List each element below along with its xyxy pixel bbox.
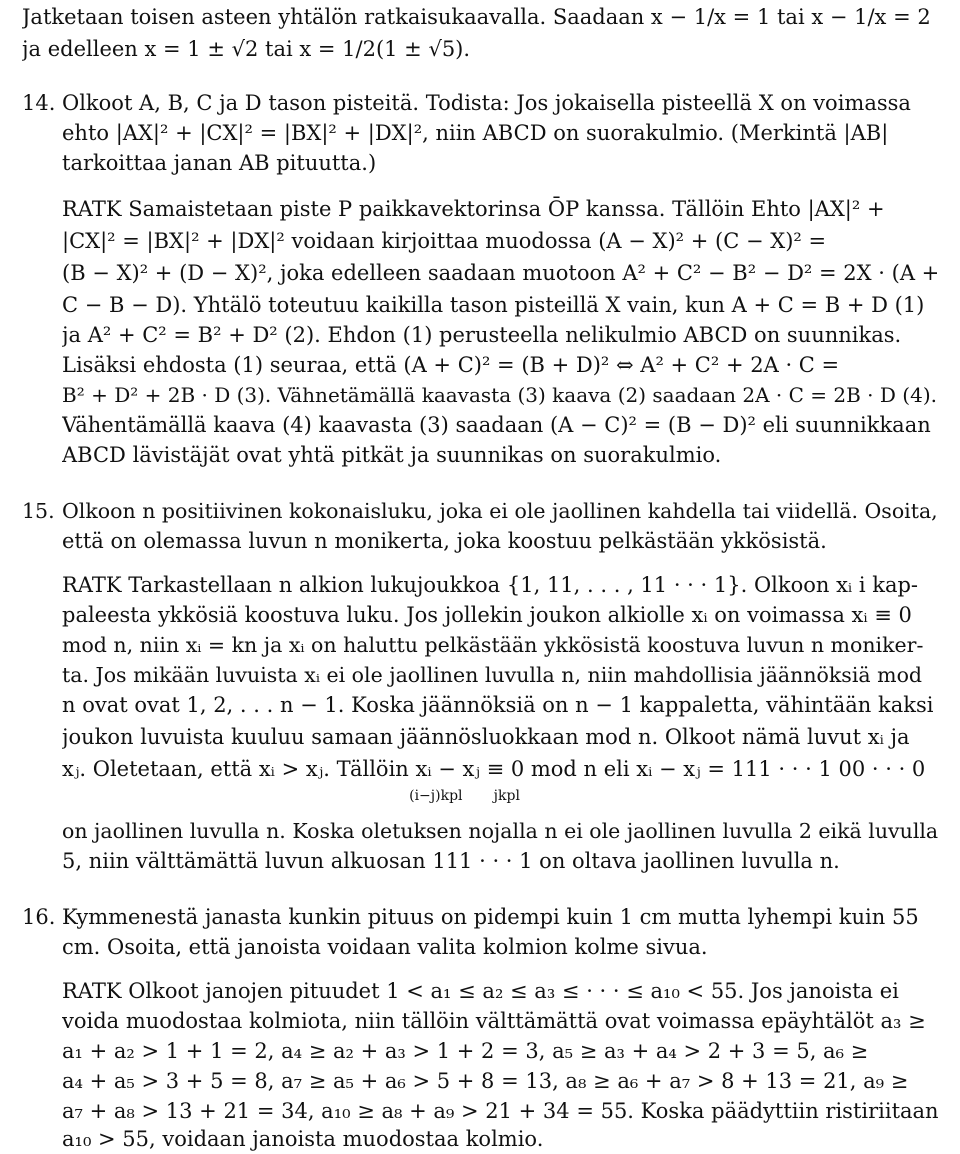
statement-text: Olkoot A, B, C ja D tason pisteitä. Todista: Jos jokaisella pisteellä X on voimassa (62, 91, 911, 115)
problem-15-solution-line: ta. Jos mikään luvuista xᵢ ei ole jaollinen luvulla n, niin mahdollisia jäännöksiä mod (62, 663, 923, 687)
problem-14-solution-line: ABCD lävistäjät ovat yhtä pitkät ja suunnikas on suorakulmio. (62, 443, 722, 467)
problem-16-solution-line: a₁ + a₂ > 1 + 1 = 2, a₄ ≥ a₂ + a₃ > 1 + 2 = 3, a₅ ≥ a₃ + a₄ > 2 + 3 = 5, a₆ ≥ (62, 1039, 869, 1063)
statement-text: Olkoon n positiivinen kokonaisluku, joka ei ole jaollinen kahdella tai viidellä. Osoita, (62, 499, 938, 523)
problem-16-statement-line: cm. Osoita, että janoista voidaan valita kolmion kolme sivua. (62, 935, 708, 959)
problem-number: 16. (22, 905, 56, 929)
problem-15-solution-line: mod n, niin xᵢ = kn ja xᵢ on haluttu pelkästään ykkösistä koostuva luvun n moniker- (62, 633, 924, 657)
problem-16-solution-line: voida muodostaa kolmiota, niin tällöin välttämättä ovat voimassa epäyhtälöt a₃ ≥ (62, 1009, 926, 1033)
problem-number: 14. (22, 91, 56, 115)
problem-15-solution-line: RATK Tarkastellaan n alkion lukujoukkoa {1, 11, . . . , 11 · · · 1}. Olkoon xᵢ i kap- (62, 573, 919, 597)
problem-15-brace-labels: (i−j)kpl jkpl (62, 788, 520, 804)
problem-15-solution-line: paleesta ykkösiä koostuva luku. Jos jollekin joukon alkiolle xᵢ on voimassa xᵢ ≡ 0 (62, 603, 912, 627)
problem-14-solution-line: Lisäksi ehdosta (1) seuraa, että (A + C)² = (B + D)² ⇔ A² + C² + 2A · C = (62, 353, 840, 377)
problem-15-statement-line (22, 496, 942, 526)
problem-16-solution-line: RATK Olkoot janojen pituudet 1 < a₁ ≤ a₂ ≤ a₃ ≤ · · · ≤ a₁₀ < 55. Jos janoista ei (62, 979, 899, 1003)
problem-number: 15. (22, 499, 55, 523)
problem-15-solution-line: joukon luvuista kuuluu samaan jäännösluokkaan mod n. Olkoot nämä luvut xᵢ ja (62, 725, 910, 749)
problem-15-statement-line: että on olemassa luvun n monikerta, joka koostuu pelkästään ykkösistä. (62, 529, 827, 553)
problem-15-solution-line: n ovat ovat 1, 2, . . . n − 1. Koska jäännöksiä on n − 1 kappaletta, vähintään kaksi (62, 693, 934, 717)
problem-14-solution-line: C − B − D). Yhtälö toteutuu kaikilla tason pisteillä X vain, kun A + C = B + D (1) (62, 293, 925, 317)
problem-14-solution-line: Vähentämällä kaava (4) kaavasta (3) saadaan (A − C)² = (B − D)² eli suunnikkaan (62, 413, 931, 437)
problem-14-statement-line: ehto |AX|² + |CX|² = |BX|² + |DX|², niin ABCD on suorakulmio. (Merkintä |AB| (62, 121, 889, 145)
problem-14-solution-line: ja A² + C² = B² + D² (2). Ehdon (1) perusteella nelikulmio ABCD on suunnikas. (62, 323, 902, 347)
problem-14-statement-line (22, 88, 942, 118)
statement-text: Kymmenestä janasta kunkin pituus on pidempi kuin 1 cm mutta lyhempi kuin 55 (62, 905, 919, 929)
problem-16-solution-line: a₁₀ > 55, voidaan janoista muodostaa kolmio. (62, 1127, 544, 1151)
problem-15-solution-line: 5, niin välttämättä luvun alkuosan 111 · · · 1 on oltava jaollinen luvulla n. (62, 849, 840, 873)
problem-14-solution-line: |CX|² = |BX|² + |DX|² voidaan kirjoittaa muodossa (A − X)² + (C − X)² = (62, 229, 827, 253)
intro-line: Jatketaan toisen asteen yhtälön ratkaisukaavalla. Saadaan x − 1/x = 1 tai x − 1/x = 2 (22, 5, 931, 29)
problem-16-solution-line: a₇ + a₈ > 13 + 21 = 34, a₁₀ ≥ a₈ + a₉ > 21 + 34 = 55. Koska päädyttiin ristiriitaan (62, 1099, 939, 1123)
problem-14-statement-line: tarkoittaa janan AB pituutta.) (62, 151, 377, 175)
problem-16-solution-line: a₄ + a₅ > 3 + 5 = 8, a₇ ≥ a₅ + a₆ > 5 + 8 = 13, a₈ ≥ a₆ + a₇ > 8 + 13 = 21, a₉ ≥ (62, 1069, 909, 1093)
intro-line: ja edelleen x = 1 ± √2 tai x = 1/2(1 ± √5). (22, 37, 471, 61)
problem-14-solution-line: RATK Samaistetaan piste P paikkavektorinsa ŌP kanssa. Tällöin Ehto |AX|² + (62, 197, 885, 221)
problem-14-solution-line: (B − X)² + (D − X)², joka edelleen saadaan muotoon A² + C² − B² − D² = 2X · (A + (62, 261, 940, 285)
problem-16-statement-line (22, 902, 942, 932)
problem-15-solution-line: on jaollinen luvulla n. Koska oletuksen nojalla n ei ole jaollinen luvulla 2 eikä luvulla (62, 819, 939, 843)
problem-15-solution-line: xⱼ. Oletetaan, että xᵢ > xⱼ. Tällöin xᵢ − xⱼ ≡ 0 mod n eli xᵢ − xⱼ = 111 · · · 1 00 · · · 0 (62, 757, 926, 781)
problem-14-solution-line: B² + D² + 2B · D (3). Vähnetämällä kaavasta (3) kaava (2) saadaan 2A · C = 2B · D (4). (62, 383, 937, 407)
